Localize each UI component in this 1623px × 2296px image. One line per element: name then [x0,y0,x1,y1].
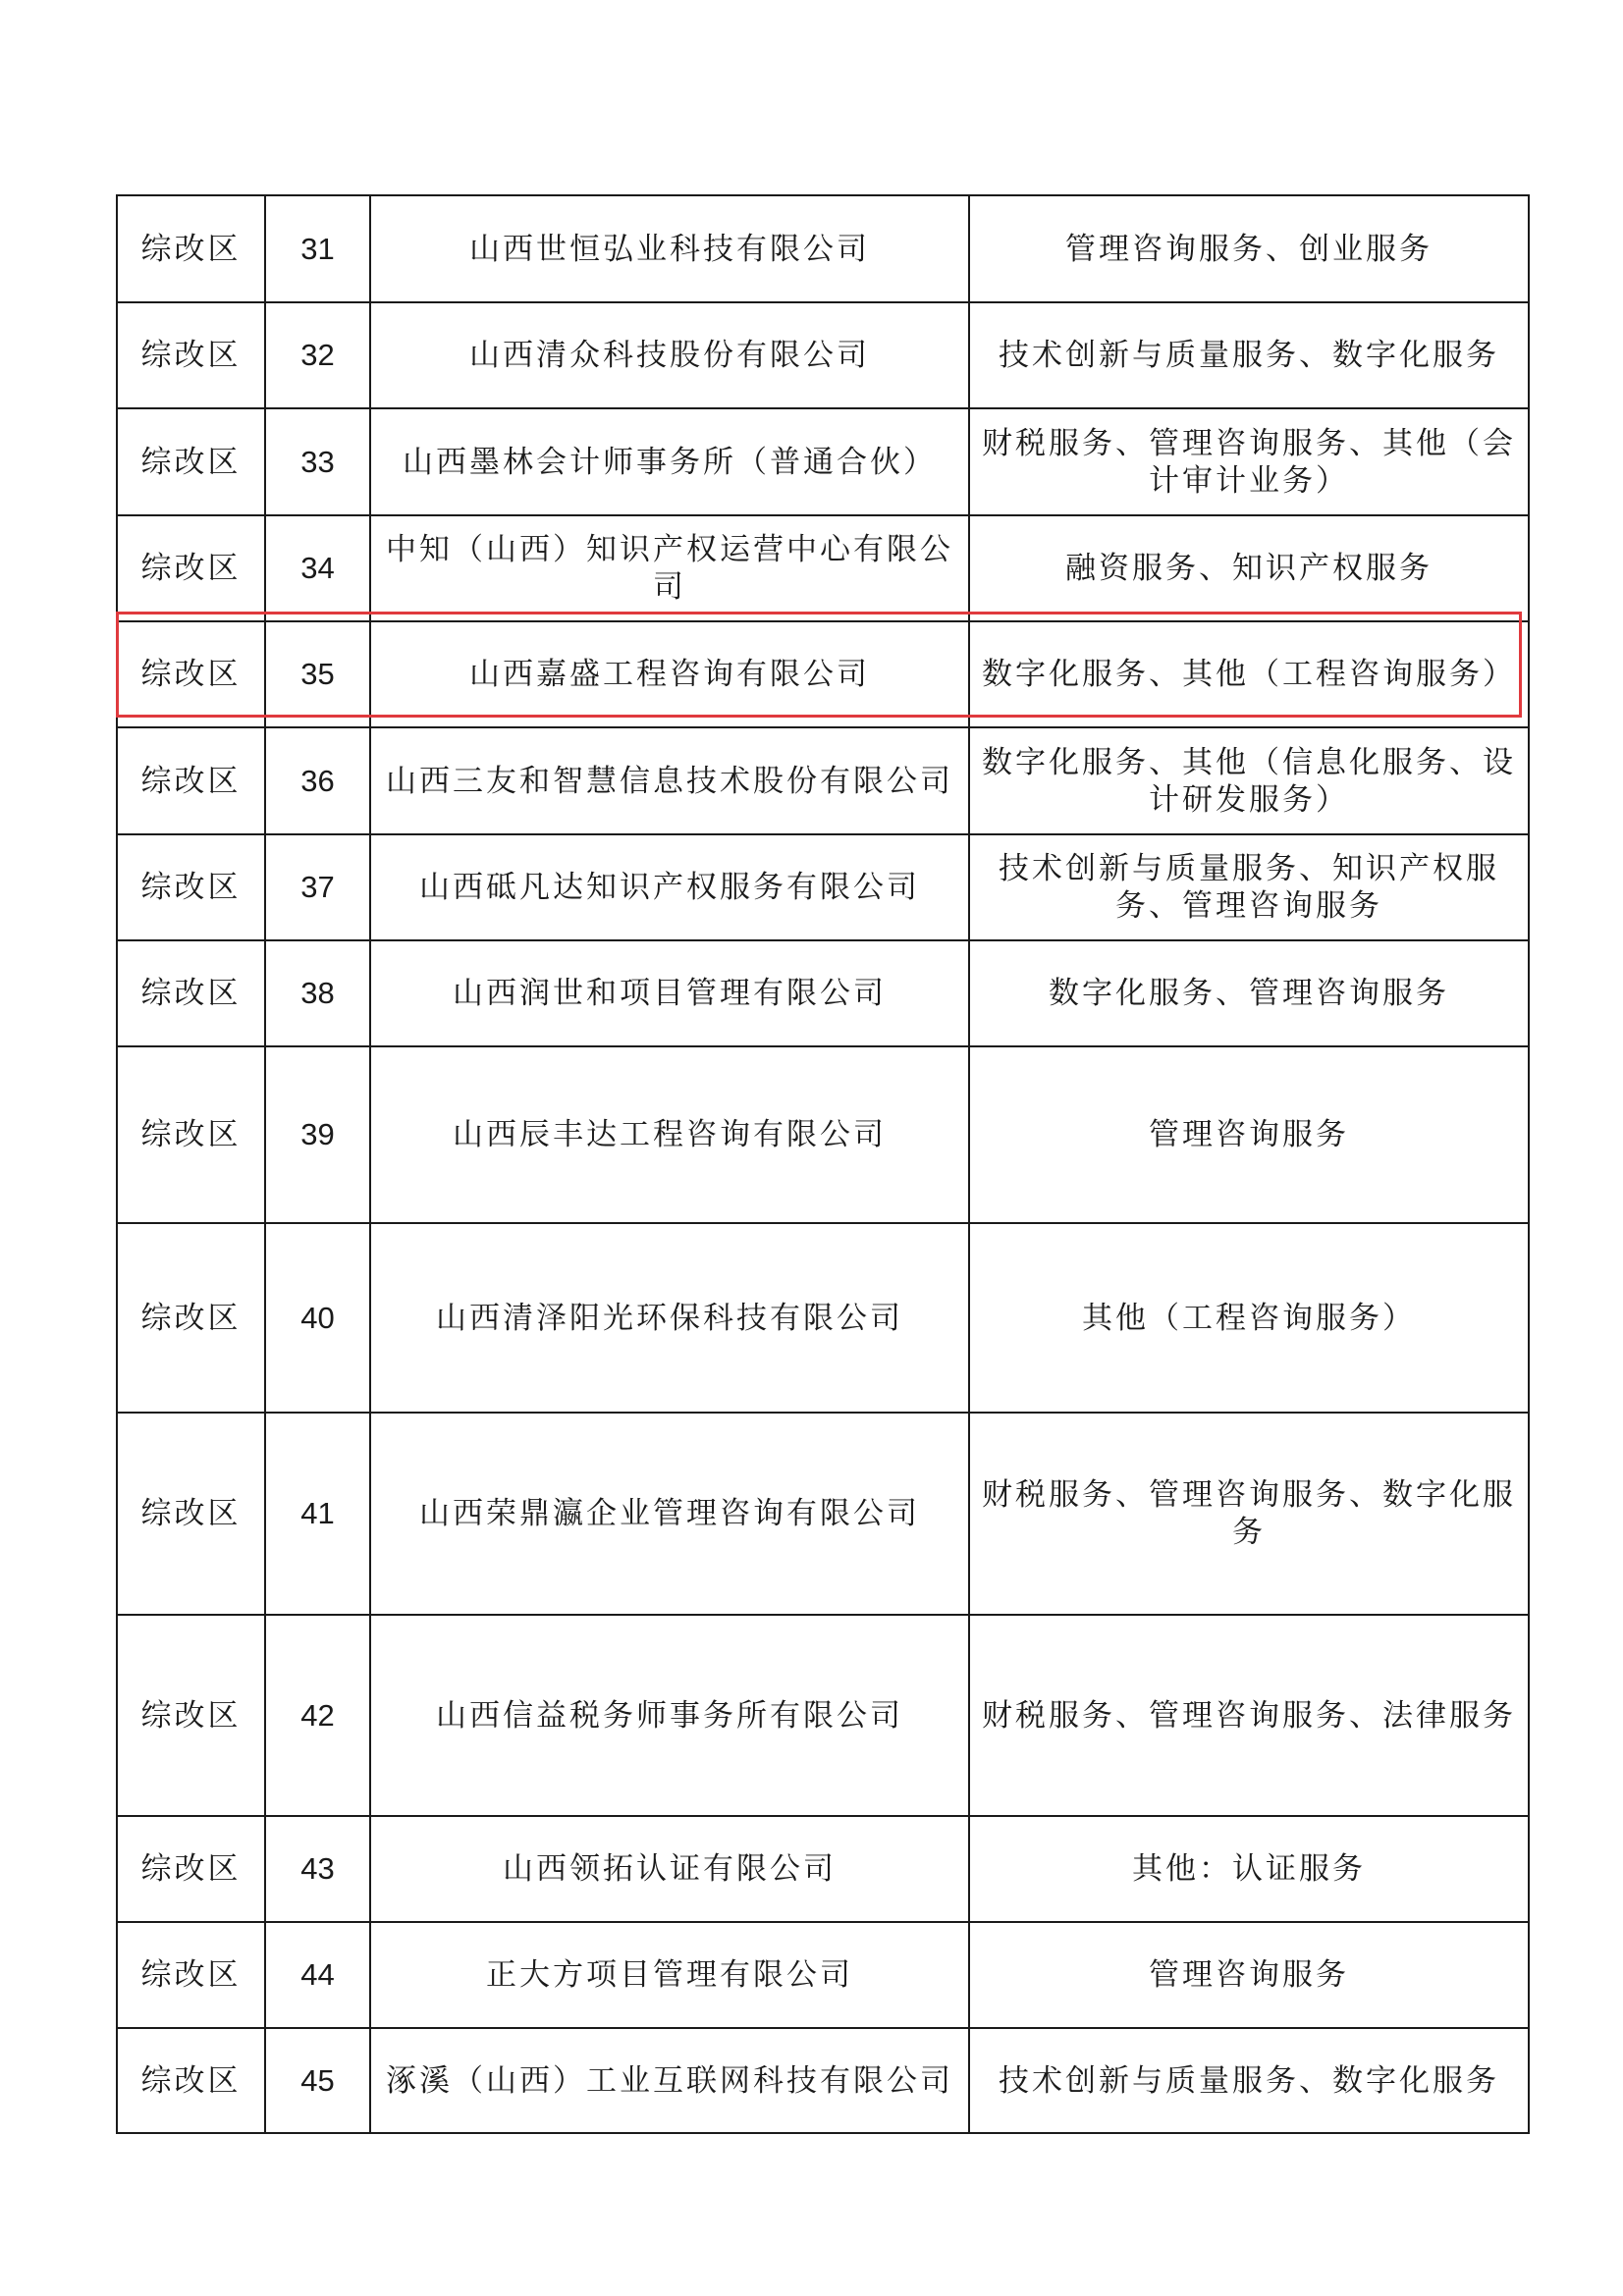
company-name-cell: 山西世恒弘业科技有限公司 [370,195,969,302]
table-row [117,1922,1529,2028]
district-cell: 综改区 [117,1816,265,1922]
company-name-cell: 山西荣鼎瀛企业管理咨询有限公司 [370,1413,969,1615]
services-cell: 数字化服务、其他（信息化服务、设计研发服务） [969,727,1529,834]
company-name-cell: 正大方项目管理有限公司 [370,1922,969,2028]
company-name-cell: 山西清泽阳光环保科技有限公司 [370,1223,969,1413]
number-cell: 43 [265,1816,370,1922]
table-body [117,195,1529,2133]
district-cell: 综改区 [117,408,265,515]
district-cell: 综改区 [117,940,265,1046]
number-cell: 31 [265,195,370,302]
services-cell: 融资服务、知识产权服务 [969,515,1529,621]
number-cell: 37 [265,834,370,940]
company-name-cell: 山西砥凡达知识产权服务有限公司 [370,834,969,940]
number-cell: 33 [265,408,370,515]
company-name-cell: 山西墨林会计师事务所（普通合伙） [370,408,969,515]
company-name-cell: 山西领拓认证有限公司 [370,1816,969,1922]
table-row [117,408,1529,515]
number-cell: 42 [265,1615,370,1816]
district-cell: 综改区 [117,515,265,621]
number-cell: 45 [265,2028,370,2133]
services-cell: 其他：认证服务 [969,1816,1529,1922]
services-cell: 管理咨询服务 [969,1046,1529,1223]
services-cell: 数字化服务、管理咨询服务 [969,940,1529,1046]
service-provider-table [116,194,1530,2134]
services-cell: 数字化服务、其他（工程咨询服务） [969,621,1529,727]
number-cell: 36 [265,727,370,834]
company-name-cell: 山西清众科技股份有限公司 [370,302,969,408]
services-cell: 财税服务、管理咨询服务、数字化服务 [969,1413,1529,1615]
table-row [117,1223,1529,1413]
company-name-cell: 山西辰丰达工程咨询有限公司 [370,1046,969,1223]
district-cell: 综改区 [117,1223,265,1413]
number-cell: 40 [265,1223,370,1413]
number-cell: 35 [265,621,370,727]
company-name-cell: 山西嘉盛工程咨询有限公司 [370,621,969,727]
services-cell: 管理咨询服务、创业服务 [969,195,1529,302]
services-cell: 技术创新与质量服务、数字化服务 [969,2028,1529,2133]
number-cell: 41 [265,1413,370,1615]
district-cell: 综改区 [117,727,265,834]
company-name-cell: 山西润世和项目管理有限公司 [370,940,969,1046]
services-cell: 管理咨询服务 [969,1922,1529,2028]
services-cell: 财税服务、管理咨询服务、法律服务 [969,1615,1529,1816]
table-row [117,1816,1529,1922]
table-row [117,1615,1529,1816]
district-cell: 综改区 [117,195,265,302]
district-cell: 综改区 [117,621,265,727]
services-cell: 其他（工程咨询服务） [969,1223,1529,1413]
services-cell: 技术创新与质量服务、数字化服务 [969,302,1529,408]
table-row [117,621,1529,727]
district-cell: 综改区 [117,1046,265,1223]
company-name-cell: 涿溪（山西）工业互联网科技有限公司 [370,2028,969,2133]
district-cell: 综改区 [117,302,265,408]
number-cell: 32 [265,302,370,408]
services-cell: 技术创新与质量服务、知识产权服务、管理咨询服务 [969,834,1529,940]
company-name-cell: 山西三友和智慧信息技术股份有限公司 [370,727,969,834]
table-row [117,302,1529,408]
number-cell: 34 [265,515,370,621]
services-cell: 财税服务、管理咨询服务、其他（会计审计业务） [969,408,1529,515]
table-row [117,940,1529,1046]
table-row [117,1413,1529,1615]
district-cell: 综改区 [117,1615,265,1816]
district-cell: 综改区 [117,834,265,940]
company-name-cell: 中知（山西）知识产权运营中心有限公司 [370,515,969,621]
number-cell: 44 [265,1922,370,2028]
district-cell: 综改区 [117,2028,265,2133]
table-row [117,195,1529,302]
company-name-cell: 山西信益税务师事务所有限公司 [370,1615,969,1816]
table-row [117,2028,1529,2133]
table-row [117,1046,1529,1223]
number-cell: 38 [265,940,370,1046]
district-cell: 综改区 [117,1413,265,1615]
table-row [117,515,1529,621]
district-cell: 综改区 [117,1922,265,2028]
table-row [117,727,1529,834]
number-cell: 39 [265,1046,370,1223]
table-row [117,834,1529,940]
